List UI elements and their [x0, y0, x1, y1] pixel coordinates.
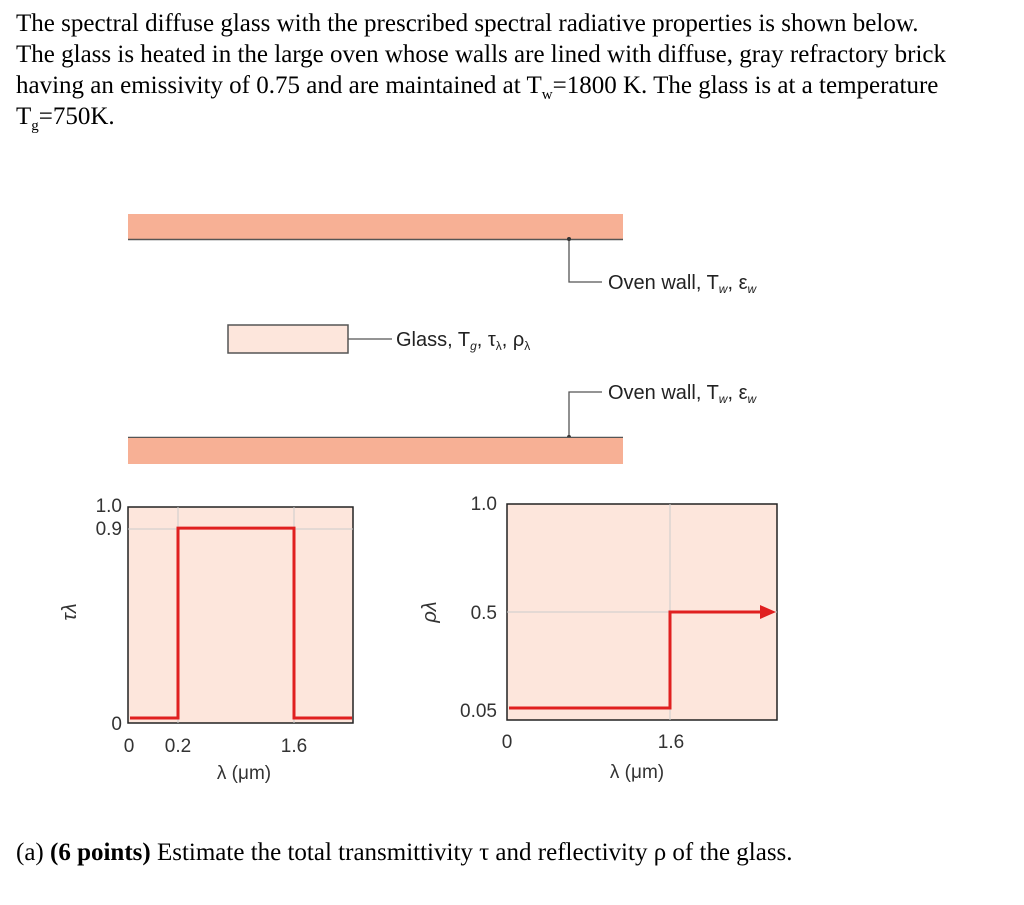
tau-ylabel: τλ: [59, 603, 81, 621]
question-a: [16, 837, 1016, 868]
rho-ytick-0.5: 0.5: [470, 603, 497, 624]
problem-line-4b: =750K.: [38, 103, 115, 130]
glass-sample: [228, 325, 348, 353]
tau-xtick-0: 0: [123, 736, 135, 757]
tau-xtick-0.2: 0.2: [164, 736, 192, 757]
top-wall-label: Oven wall, $T_w$, $\varepsilon_w$: [608, 272, 757, 296]
tau-xlabel: λ (μm): [216, 763, 272, 784]
bottom-wall-leader: [569, 392, 602, 437]
tau-plot-area: [128, 507, 353, 723]
problem-line-3-sub: w: [541, 87, 553, 103]
rho-ytick-1.0: 1.0: [470, 494, 497, 515]
top-wall-leader: [569, 239, 602, 282]
rho-xlabel: λ (μm): [609, 762, 665, 783]
problem-line-1: The spectral diffuse glass with the prescribed spectral radiative properties is shown below.: [16, 10, 919, 37]
question-part: (a): [16, 839, 44, 866]
tau-ytick-0.9: 0.9: [95, 519, 122, 540]
rho-chart: [419, 494, 777, 783]
question-points: (6 points): [50, 839, 151, 866]
rho-xtick-0: 0: [501, 732, 513, 753]
rho-xtick-1.6: 1.6: [657, 732, 685, 753]
rho-ytick-0.05: 0.05: [460, 701, 497, 722]
problem-line-4-sub: g: [31, 118, 39, 134]
problem-line-3b: =1800 K. The glass is at a temperature: [552, 72, 939, 99]
question-text: Estimate the total transmittivity τ and reflectivity ρ of the glass.: [150, 839, 793, 866]
bottom-oven-wall: [128, 438, 623, 464]
tau-chart: [59, 496, 353, 784]
tau-ytick-0: 0: [111, 714, 122, 735]
problem-line-2: The glass is heated in the large oven whose walls are lined with diffuse, gray refractory brick: [16, 41, 947, 68]
problem-line-3a: having an emissivity of 0.75 and are maintained at T: [16, 72, 542, 99]
rho-ylabel: ρλ: [419, 601, 441, 623]
glass-label: Glass, $T_g$, $\tau_\lambda$, $\rho_\lambda$: [396, 329, 531, 353]
problem-line-4a: T: [16, 103, 32, 130]
tau-xtick-1.6: 1.6: [280, 736, 308, 757]
tau-ytick-1.0: 1.0: [95, 496, 122, 517]
top-oven-wall: [128, 214, 623, 239]
bottom-wall-label: Oven wall, $T_w$, $\varepsilon_w$: [608, 382, 757, 406]
